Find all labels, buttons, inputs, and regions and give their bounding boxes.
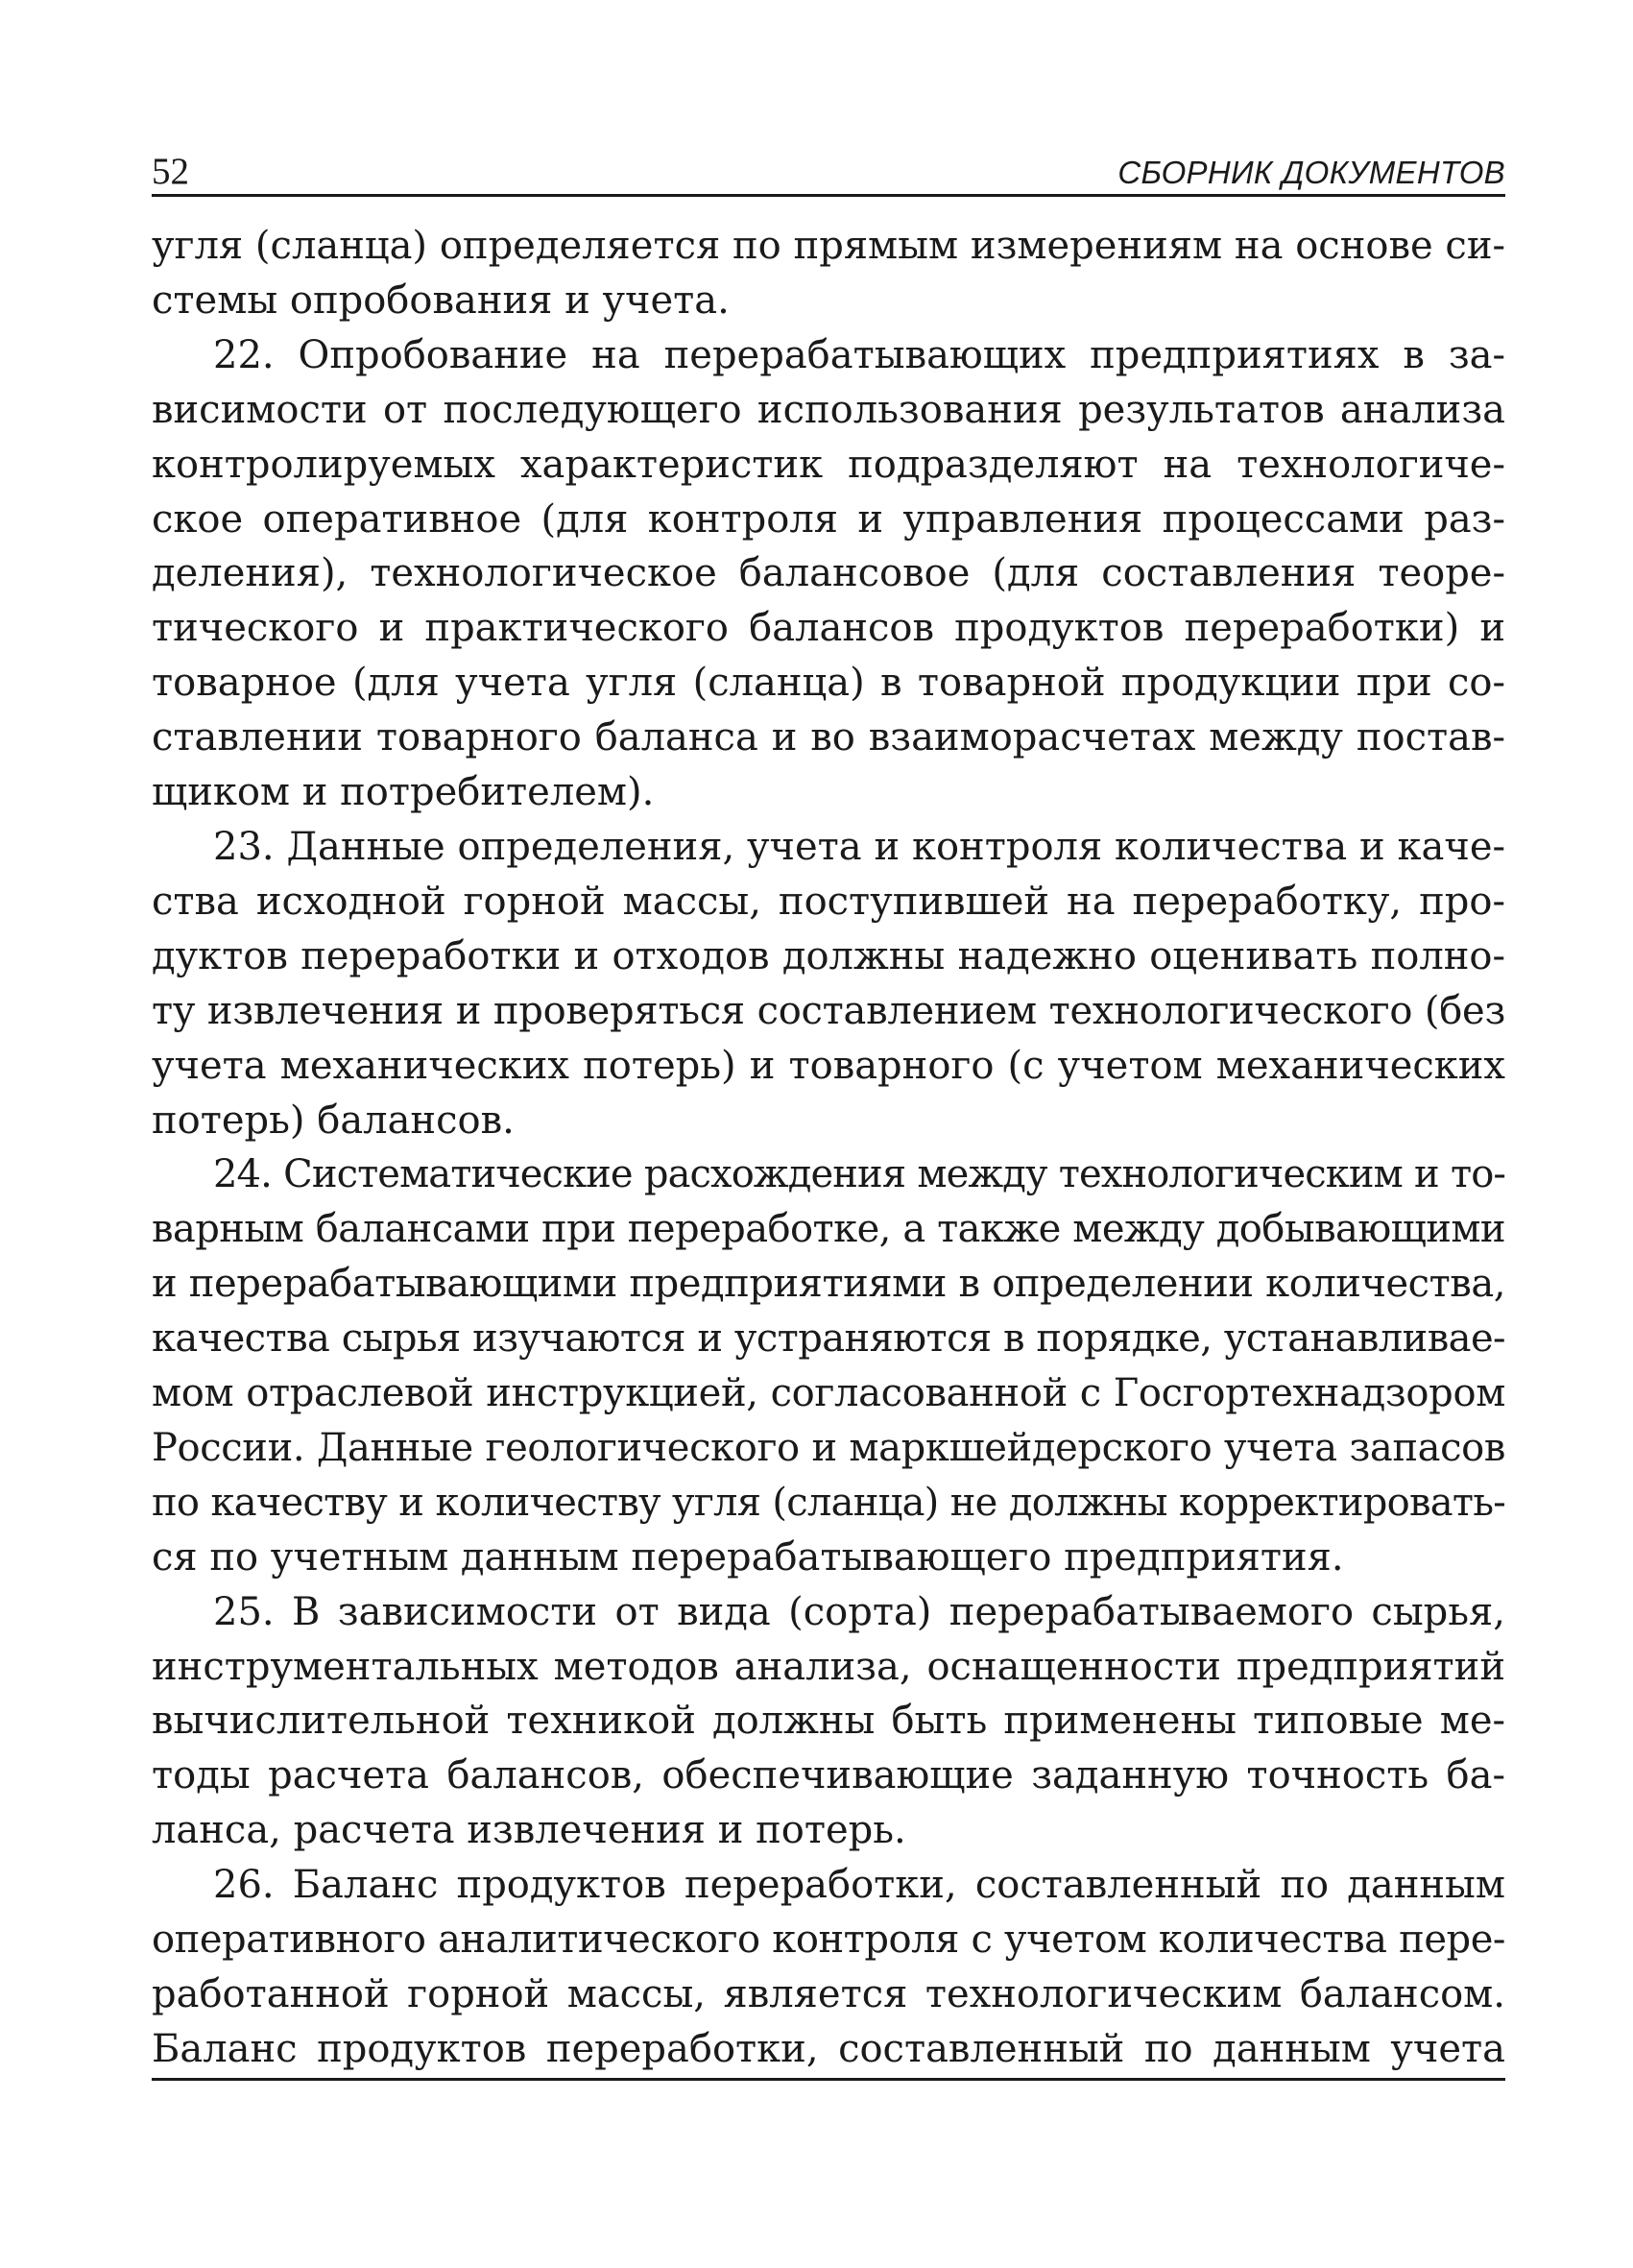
text-line: и перерабатывающими предприятиями в определении количества, bbox=[152, 1262, 1505, 1307]
text-line: тоды расчета балансов, обеспечивающие заданную точность ба- bbox=[152, 1753, 1505, 1798]
paragraph-23-line: 23. Данные определения, учета и контроля количества и каче- bbox=[213, 824, 1505, 869]
text-line: ставлении товарного баланса и во взаиморасчетах между постав- bbox=[152, 715, 1505, 760]
text-line: оперативного аналитического контроля с учетом количества пере- bbox=[152, 1918, 1505, 1963]
text-line: работанной горной массы, является технологическим балансом. bbox=[152, 1972, 1505, 2016]
text-line: щиком и потребителем). bbox=[152, 770, 655, 815]
text-line: России. Данные геологического и маркшейдерского учета запасов bbox=[152, 1425, 1505, 1470]
text-line: учета механических потерь) и товарного (с учетом механических bbox=[152, 1043, 1505, 1088]
body-text bbox=[152, 219, 1505, 2077]
text-line: ся по учетным данным перерабатывающего предприятия. bbox=[152, 1534, 1344, 1580]
text-line: ства исходной горной массы, поступившей на переработку, про- bbox=[152, 879, 1505, 924]
page-header bbox=[152, 140, 1505, 197]
paragraph-22-line: 22. Опробование на перерабатывающих предприятиях в за- bbox=[213, 332, 1505, 377]
text-line: деления), технологическое балансовое (для составления теоре- bbox=[152, 551, 1505, 596]
text-line: дуктов переработки и отходов должны надежно оценивать полно- bbox=[152, 933, 1505, 978]
text-line: качества сырья изучаются и устраняются в порядке, устанавливае- bbox=[152, 1316, 1505, 1362]
text-line: ланса, расчета извлечения и потерь. bbox=[152, 1808, 906, 1853]
paragraph-25-line: 25. В зависимости от вида (сорта) перерабатываемого сырья, bbox=[213, 1589, 1505, 1634]
text-line: мом отраслевой инструкцией, согласованной с Госгортехнадзором bbox=[152, 1371, 1505, 1416]
text-line: варным балансами при переработке, а также между добывающими bbox=[152, 1207, 1505, 1252]
text-line: Баланс продуктов переработки, составленный по данным учета bbox=[152, 2026, 1505, 2071]
footer-rule bbox=[152, 2078, 1505, 2081]
text-line: тического и практического балансов продуктов переработки) и bbox=[152, 606, 1505, 651]
text-line: потерь) балансов. bbox=[152, 1098, 515, 1143]
text-line: по качеству и количеству угля (сланца) не должны корректировать- bbox=[152, 1480, 1505, 1525]
text-line: ское оперативное (для контроля и управления процессами раз- bbox=[152, 496, 1505, 542]
running-title: СБОРНИК ДОКУМЕНТОВ bbox=[1117, 155, 1505, 190]
text-line: ту извлечения и проверяться составлением технологического (без bbox=[152, 988, 1505, 1033]
text-line: вычислительной техникой должны быть применены типовые ме- bbox=[152, 1699, 1505, 1744]
text-line: угля (сланца) определяется по прямым измерениям на основе си- bbox=[152, 224, 1505, 268]
text-line: инструментальных методов анализа, оснащенности предприятий bbox=[152, 1644, 1505, 1689]
text-line: висимости от последующего использования результатов анализа bbox=[152, 387, 1505, 432]
paragraph-26-line: 26. Баланс продуктов переработки, составленный по данным bbox=[213, 1863, 1505, 1908]
text-line: стемы опробования и учета. bbox=[152, 277, 730, 323]
page-number: 52 bbox=[152, 151, 189, 192]
text-line: контролируемых характеристик подразделяют на технологиче- bbox=[152, 442, 1505, 487]
text-line: товарное (для учета угля (сланца) в товарной продукции при со- bbox=[152, 661, 1505, 706]
paragraph-24-line: 24. Систематические расхождения между технологическим и то- bbox=[213, 1152, 1505, 1197]
